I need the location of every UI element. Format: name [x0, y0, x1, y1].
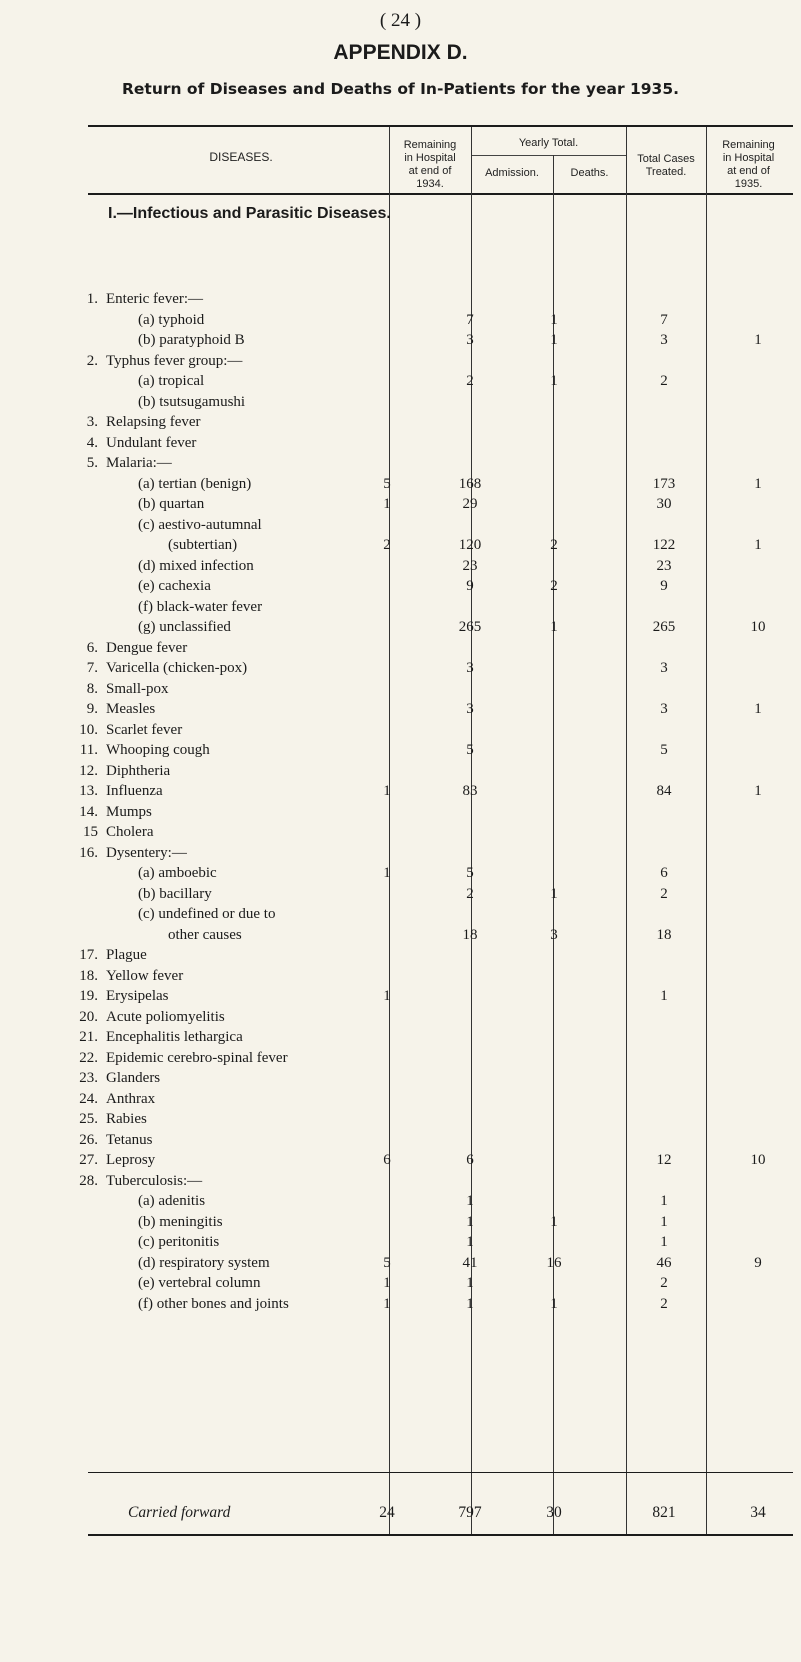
table-row — [79, 966, 786, 986]
cell-remaining-1935: 10 — [750, 619, 766, 635]
header-remaining-1934: Remaining in Hospital at end of 1934. — [403, 139, 457, 190]
table-row — [96, 1273, 786, 1293]
row-label: (d) mixed infection — [138, 557, 254, 574]
cell-deaths: 1 — [550, 311, 558, 328]
row-label: Influenza — [106, 783, 163, 799]
row-label: (d) respiratory system — [138, 1254, 270, 1271]
row-number: 16. — [79, 844, 98, 861]
table-row — [96, 904, 786, 924]
header-admission: Admission. — [485, 167, 539, 179]
cell-total-cases: 1 — [660, 1193, 668, 1209]
row-number: 5. — [86, 455, 98, 471]
table-row — [96, 474, 786, 494]
table-row — [79, 740, 786, 760]
table-row — [96, 1191, 786, 1211]
row-number: 2. — [86, 352, 98, 369]
row-number: 4. — [86, 434, 98, 451]
cell-admission: 168 — [458, 475, 482, 492]
row-label: (a) tropical — [138, 373, 205, 389]
cell-total-cases: 7 — [660, 311, 668, 328]
header-diseases: DISEASES. — [209, 150, 273, 164]
row-label: (b) quartan — [138, 496, 205, 512]
cell-total-cases: 265 — [652, 619, 676, 635]
table-row — [79, 761, 786, 781]
cell-admission: 6 — [466, 1152, 474, 1168]
cell-total-cases: 3 — [660, 332, 668, 348]
cell-total-cases: 6 — [660, 865, 668, 881]
cell-total-cases: 1 — [660, 1213, 668, 1230]
cell-remaining-1934: 1 — [383, 1275, 391, 1291]
table-row — [86, 412, 786, 432]
cell-total-cases: 23 — [656, 557, 672, 574]
row-label: Scarlet fever — [106, 721, 183, 738]
row-label: Dengue fever — [106, 639, 188, 656]
cell-deaths: 1 — [550, 619, 558, 635]
table-row — [79, 1130, 786, 1150]
row-number: 17. — [79, 947, 98, 963]
row-label: Encephalitis lethargica — [106, 1029, 243, 1045]
header-deaths: Deaths. — [570, 167, 609, 179]
row-label: (f) other bones and joints — [138, 1295, 289, 1312]
cell-admission: 3 — [466, 660, 474, 676]
table-row — [96, 1232, 786, 1252]
row-number: 21. — [79, 1029, 98, 1045]
row-label: (c) aestivo-autumnal — [138, 516, 262, 533]
table-row — [96, 863, 786, 883]
cell-admission: 5 — [466, 865, 474, 881]
table-row — [96, 1253, 786, 1273]
cell-total-cases: 12 — [656, 1152, 672, 1168]
row-number: 28. — [79, 1172, 98, 1189]
table-row — [96, 617, 786, 637]
document-title: Return of Diseases and Deaths of In-Patients for the year 1935. — [121, 80, 680, 98]
table-row — [79, 1068, 786, 1088]
table-row — [79, 1150, 786, 1170]
cell-admission: 2 — [466, 373, 474, 389]
table-row — [79, 986, 786, 1006]
cell-admission: 18 — [462, 926, 478, 943]
cell-remaining-1934: 1 — [383, 1295, 391, 1312]
cell-admission: 83 — [462, 783, 478, 799]
table-row — [79, 1027, 786, 1047]
cell-remaining-1934: 5 — [383, 1254, 391, 1271]
row-number: 8. — [86, 680, 98, 697]
yearly-subrule — [471, 155, 626, 156]
table-row — [79, 1109, 786, 1129]
row-number: 23. — [79, 1070, 98, 1086]
carried-forward-label: Carried forward — [128, 1504, 231, 1521]
cell-remaining-1935: 9 — [754, 1254, 762, 1271]
cell-remaining-1935: 10 — [750, 1152, 766, 1168]
table-row — [79, 802, 786, 822]
header-total-cases: Total Cases Treated. — [637, 153, 695, 178]
row-label: Typhus fever group:— — [106, 352, 243, 369]
row-number: 20. — [79, 1008, 98, 1025]
row-label: (c) peritonitis — [138, 1234, 220, 1250]
table-row — [96, 371, 786, 391]
carried-forward-rule — [88, 1472, 793, 1473]
row-label: Plague — [106, 947, 147, 963]
cell-total-cases: 1 — [660, 1234, 668, 1250]
cell-total-cases: 2 — [660, 885, 668, 902]
cell-total-cases: 122 — [652, 537, 676, 553]
page-number: ( 24 ) — [379, 10, 422, 31]
row-label: (f) black-water fever — [138, 598, 263, 615]
cell-remaining-1935: 1 — [754, 783, 762, 799]
top-rule — [88, 125, 793, 127]
cell-total-cases: 1 — [660, 988, 668, 1004]
row-number: 24. — [79, 1090, 98, 1107]
row-label: (b) paratyphoid B — [138, 332, 245, 348]
cell-admission: 5 — [466, 742, 474, 758]
cell-admission: 23 — [462, 557, 478, 574]
table-row — [96, 1212, 786, 1232]
cell-total-cases: 9 — [660, 578, 668, 594]
row-number: 7. — [86, 660, 98, 676]
cell-admission: 7 — [466, 311, 474, 328]
row-label: Acute poliomyelitis — [106, 1008, 225, 1025]
row-number: 22. — [79, 1049, 98, 1066]
carried-forward-total-cases: 821 — [652, 1504, 676, 1521]
section-title: I.—Infectious and Parasitic Diseases. — [108, 205, 391, 222]
cell-remaining-1935: 1 — [754, 537, 762, 553]
row-label: Measles — [106, 701, 156, 717]
row-number: 6. — [86, 639, 98, 656]
row-label: (b) bacillary — [138, 885, 212, 902]
table-row — [86, 638, 786, 658]
cell-total-cases: 3 — [660, 701, 668, 717]
table-row — [79, 843, 786, 863]
cell-total-cases: 84 — [656, 783, 672, 799]
row-label: Enteric fever:— — [106, 291, 204, 307]
row-number: 9. — [86, 701, 98, 717]
table-row — [86, 351, 786, 371]
cell-remaining-1934: 2 — [383, 537, 391, 553]
row-number: 27. — [79, 1152, 98, 1168]
row-label: Whooping cough — [106, 742, 210, 758]
cell-total-cases: 30 — [656, 496, 672, 512]
table-row — [79, 1089, 786, 1109]
table-row — [96, 494, 786, 514]
table-row — [86, 289, 786, 309]
cell-admission: 3 — [466, 332, 474, 348]
table-row — [83, 822, 786, 842]
row-number: 19. — [79, 988, 98, 1004]
cell-deaths: 1 — [550, 1213, 558, 1230]
table-row — [96, 330, 786, 350]
cell-total-cases: 3 — [660, 660, 668, 676]
row-label: Tetanus — [106, 1131, 153, 1148]
row-label: Erysipelas — [106, 988, 169, 1004]
cell-admission: 41 — [462, 1254, 478, 1271]
header-yearly-total: Yearly Total. — [518, 137, 579, 149]
table-row — [96, 884, 786, 904]
row-label: Cholera — [106, 824, 154, 840]
row-number: 18. — [79, 967, 98, 984]
row-label: Leprosy — [106, 1152, 156, 1168]
table-row — [86, 658, 786, 678]
table-row — [96, 515, 786, 535]
cell-remaining-1934: 1 — [383, 865, 391, 881]
row-label: (a) amboebic — [138, 865, 217, 881]
table-row — [86, 433, 786, 453]
cell-admission: 2 — [466, 885, 474, 902]
table-row — [86, 679, 786, 699]
cell-admission: 29 — [462, 496, 478, 512]
row-number: 26. — [79, 1131, 98, 1148]
cell-total-cases: 2 — [660, 373, 668, 389]
cell-admission: 1 — [466, 1213, 474, 1230]
table-row — [79, 1048, 786, 1068]
row-label: Undulant fever — [106, 434, 197, 451]
cell-total-cases: 18 — [656, 926, 672, 943]
table-row — [96, 597, 786, 617]
carried-forward-remaining-1934: 24 — [379, 1504, 395, 1521]
row-label: (c) undefined or due to — [138, 906, 276, 922]
row-label: Relapsing fever — [106, 414, 201, 430]
row-label: Yellow fever — [106, 967, 184, 984]
table-row — [79, 945, 786, 965]
table-row — [96, 1294, 786, 1314]
table-row — [96, 535, 786, 555]
table-row — [96, 310, 786, 330]
header-remaining-1935: Remaining in Hospital at end of 1935. — [722, 139, 775, 190]
cell-admission: 1 — [466, 1275, 474, 1291]
disease-return-table — [79, 125, 786, 1662]
cell-deaths: 2 — [550, 578, 558, 594]
row-label: (b) meningitis — [138, 1213, 223, 1230]
row-label: Mumps — [106, 803, 152, 820]
row-label: Rabies — [106, 1111, 147, 1127]
cell-deaths: 3 — [550, 926, 558, 943]
row-label: Malaria:— — [106, 455, 172, 471]
row-label: Glanders — [106, 1070, 161, 1086]
row-label: Dysentery:— — [106, 844, 187, 861]
cell-remaining-1935: 1 — [754, 701, 762, 717]
row-number: 1. — [86, 291, 98, 307]
cell-admission: 1 — [466, 1193, 474, 1209]
cell-deaths: 2 — [550, 537, 558, 553]
cell-deaths: 1 — [550, 332, 558, 348]
row-label: Small-pox — [106, 680, 169, 697]
table-row — [79, 720, 786, 740]
row-number: 11. — [79, 742, 98, 758]
row-label: (g) unclassified — [138, 619, 231, 635]
bottom-rule — [88, 1534, 793, 1536]
cell-deaths: 1 — [550, 885, 558, 902]
table-row — [96, 392, 786, 412]
cell-admission: 265 — [458, 619, 482, 635]
cell-admission: 1 — [466, 1234, 474, 1250]
cell-total-cases: 2 — [660, 1295, 668, 1312]
table-row — [79, 1171, 786, 1191]
row-number: 15 — [83, 824, 98, 840]
cell-deaths: 1 — [550, 373, 558, 389]
table-row — [79, 781, 786, 801]
cell-total-cases: 2 — [660, 1275, 668, 1291]
row-label: (e) vertebral column — [138, 1275, 261, 1291]
row-number: 12. — [79, 762, 98, 779]
cell-remaining-1934: 1 — [383, 496, 391, 512]
cell-remaining-1934: 6 — [383, 1152, 391, 1168]
row-label: (a) typhoid — [138, 311, 205, 328]
row-number: 13. — [79, 783, 98, 799]
cell-remaining-1935: 1 — [754, 475, 762, 492]
row-label: Anthrax — [106, 1090, 156, 1107]
cell-total-cases: 5 — [660, 742, 668, 758]
row-label: (a) tertian (benign) — [138, 475, 252, 492]
cell-total-cases: 173 — [652, 475, 676, 492]
cell-deaths: 1 — [550, 1295, 558, 1312]
row-label: Tuberculosis:— — [106, 1172, 203, 1189]
cell-remaining-1934: 5 — [383, 475, 391, 492]
row-label: Epidemic cerebro-spinal fever — [106, 1049, 288, 1066]
row-label: Diphtheria — [106, 762, 171, 779]
cell-admission: 1 — [466, 1295, 474, 1312]
table-row — [86, 453, 786, 473]
table-row — [96, 925, 786, 945]
carried-forward-admission: 797 — [458, 1504, 482, 1521]
row-number: 14. — [79, 803, 98, 820]
cell-remaining-1934: 1 — [383, 988, 391, 1004]
row-label: (a) adenitis — [138, 1193, 206, 1209]
cell-remaining-1935: 1 — [754, 332, 762, 348]
cell-remaining-1934: 1 — [383, 783, 391, 799]
row-label: (b) tsutsugamushi — [138, 393, 246, 410]
cell-admission: 3 — [466, 701, 474, 717]
row-label: other causes — [138, 926, 242, 943]
row-label: Varicella (chicken-pox) — [106, 660, 248, 676]
appendix-heading: APPENDIX D. — [333, 41, 468, 64]
row-label: (e) cachexia — [138, 578, 211, 594]
row-number: 10. — [79, 721, 98, 738]
carried-forward-remaining-1935: 34 — [750, 1504, 766, 1521]
row-label: (subtertian) — [138, 537, 238, 553]
cell-admission: 120 — [458, 537, 482, 553]
row-number: 25. — [79, 1111, 98, 1127]
cell-total-cases: 46 — [656, 1254, 672, 1271]
header-rule — [88, 193, 793, 195]
table-row — [79, 1007, 786, 1027]
cell-deaths: 16 — [546, 1254, 562, 1271]
table-row — [86, 699, 786, 719]
table-row — [96, 556, 786, 576]
cell-admission: 9 — [466, 578, 474, 594]
carried-forward-deaths: 30 — [546, 1504, 562, 1521]
row-number: 3. — [86, 414, 98, 430]
table-row — [96, 576, 786, 596]
